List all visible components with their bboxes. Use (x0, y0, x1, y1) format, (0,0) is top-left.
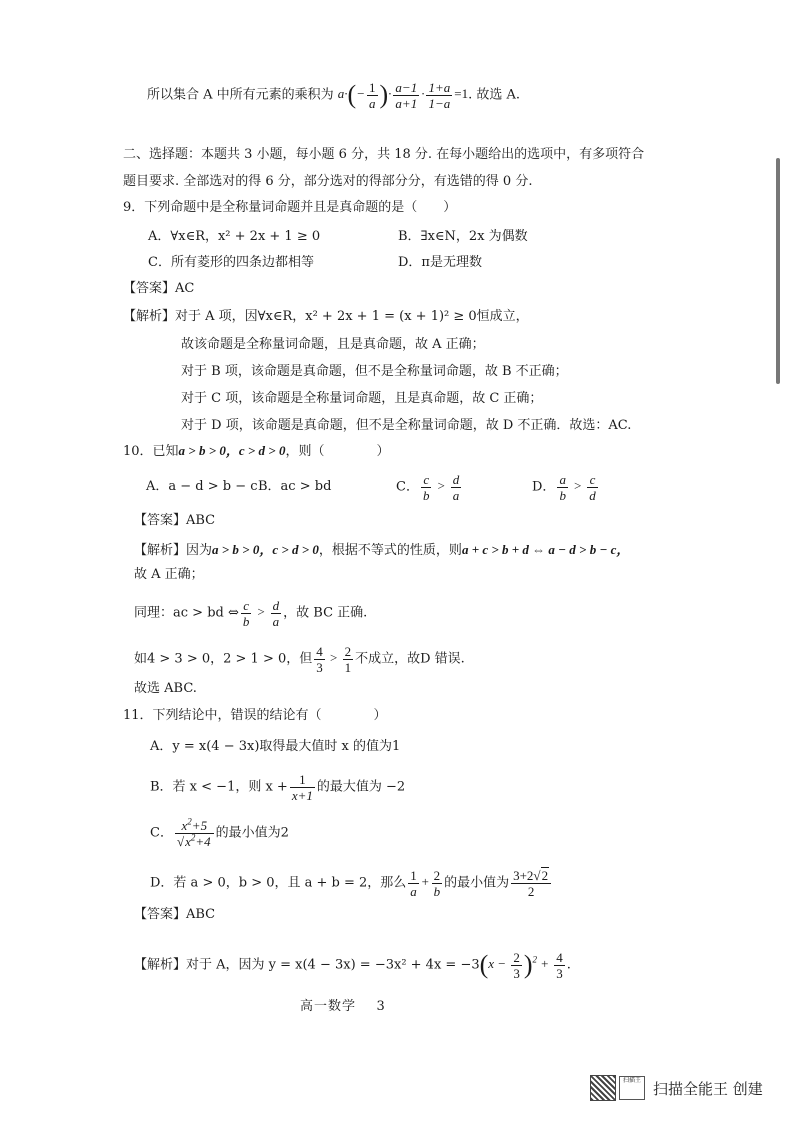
q10-an1-prefix: 【解析】因为 (134, 543, 213, 558)
q10-an1-mid: ，根据不等式的性质，则 (318, 543, 462, 558)
q10-analysis-3: 同理：ac > bd ⇔ $\frac{c}{b}$ > $\frac{d}{a}$ ，故 BC 正确. (134, 598, 368, 629)
product-expression: a·(− $\frac{1}{a}$ )· $\frac{a-1}{a+1}$ · $\frac{1+a}{1-a}$ =1 (337, 80, 469, 111)
q10-an1-condition: a > b > 0，c > d > 0 (212, 542, 319, 557)
scanner-watermark (590, 1075, 763, 1101)
q11-option-b-suffix: 的最大值为 −2 (316, 779, 406, 795)
q11-option-b: B．若 x < −1，则 x + $\frac{1}{x+1}$ 的最大值为 −2 (150, 772, 406, 803)
q10-an4-prefix: 如4 > 3 > 0，2 > 1 > 0，但 (134, 651, 313, 667)
q10-analysis-2: 故 A 正确； (134, 567, 204, 582)
q11-option-d: D．若 a > 0，b > 0，且 a + b = 2，那么 $\frac{1}{a}$ + $\frac{2}{b}$ 的最小值为 $\frac{3+2√2}{2}$ (150, 868, 553, 899)
q10-option-d: D． $\frac{a}{b}$ > $\frac{c}{d}$ (532, 472, 596, 503)
q9-answer: 【答案】AC (123, 281, 195, 296)
q10-analysis-1 (134, 540, 629, 561)
q11-option-c-label: C． (150, 825, 173, 841)
q10-stem-suffix: ，则（ ） (285, 444, 390, 459)
section2-line1: 二、选择题：本题共 3 小题，每小题 6 分，共 18 分. 在每小题给出的选项中，有多项符合 (123, 147, 645, 162)
q11-option-d-mid: 的最小值为 (444, 875, 510, 891)
q11-analysis-1: 【解析】对于 A，因为 y = x(4 − 3x) = −3x² + 4x = −3(x − $\frac{2}{3}$ )$^2$ + $\frac{4}{3}$ . (134, 950, 571, 981)
scanner-logo-icon (619, 1076, 645, 1100)
q10-option-b: B．ac > bd (258, 479, 332, 494)
watermark-text: 扫描全能王 创建 (653, 1079, 763, 1098)
q10-option-a: A．a − d > b − c (146, 479, 258, 494)
q11-option-c-suffix: 的最小值为2 (215, 825, 289, 841)
q11-analysis-prefix: 【解析】对于 A，因为 y = x(4 − 3x) = −3x² + 4x = −3 (134, 957, 480, 973)
q11-answer: 【答案】ABC (134, 907, 216, 922)
q11-option-b-prefix: B．若 x < −1，则 x + (150, 779, 288, 795)
q10-stem (123, 441, 389, 462)
q11-option-c: C． $\frac{x^2+5}{√x^2+4}$ 的最小值为2 (150, 816, 289, 849)
q9-analysis-1: 【解析】对于 A 项，因∀x∈R，x² + 2x + 1 = (x + 1)² ≥ 0恒成立， (123, 309, 529, 324)
q9-option-c: C．所有菱形的四条边都相等 (148, 255, 314, 270)
q10-option-d-label: D． (532, 479, 556, 495)
q11-analysis-suffix: . (566, 957, 571, 973)
intro-text: 所以集合 A 中所有元素的乘积为 (147, 87, 334, 103)
q10-stem-condition: a > b > 0，c > d > 0 (178, 443, 286, 458)
q9-option-a: A．∀x∈R，x² + 2x + 1 ≥ 0 (148, 229, 321, 244)
q9-analysis-2: 故该命题是全称量词命题，且是真命题，故 A 正确； (181, 337, 485, 352)
q9-option-b: B．∃x∈N，2x 为偶数 (398, 229, 528, 244)
q9-option-d: D．π是无理数 (398, 255, 482, 270)
q10-analysis-4: 如4 > 3 > 0，2 > 1 > 0，但 $\frac{4}{3}$ > $\frac{2}{1}$ 不成立，故D 错误. (134, 644, 465, 675)
q9-stem: 9．下列命题中是全称量词命题并且是真命题的是（ ） (123, 200, 457, 215)
q10-an1-tail: a + c > b + d ⇔ a − d > b − c， (461, 542, 630, 557)
q10-option-c-label: C． (396, 479, 419, 495)
q9-analysis-4: 对于 C 项，该命题是全称量词命题，且是真命题，故 C 正确； (181, 391, 543, 406)
q10-answer: 【答案】ABC (134, 513, 216, 528)
q10-an3-suffix: ，故 BC 正确. (283, 605, 368, 621)
q10-an4-suffix: 不成立，故D 错误. (355, 651, 465, 667)
footer-page-number: 3 (376, 999, 386, 1014)
q10-an3-prefix: 同理：ac > bd ⇔ (134, 605, 239, 621)
intro-suffix: . 故选 A. (468, 87, 520, 103)
page-footer (300, 995, 386, 1014)
intro-line (147, 80, 520, 111)
q10-option-c: C． $\frac{c}{b}$ > $\frac{d}{a}$ (396, 472, 460, 503)
footer-subject: 高一数学 (300, 999, 357, 1014)
section2-line2: 题目要求. 全部选对的得 6 分，部分选对的得部分分，有选错的得 0 分. (123, 174, 533, 189)
q11-option-a: A．y = x(4 − 3x)取得最大值时 x 的值为1 (150, 739, 401, 754)
q11-option-d-prefix: D．若 a > 0，b > 0，且 a + b = 2，那么 (150, 875, 407, 891)
q10-analysis-5: 故选 ABC. (134, 681, 197, 696)
vertical-scrollbar[interactable] (776, 158, 780, 384)
qr-code-icon (590, 1075, 616, 1101)
q10-stem-prefix: 10．已知 (123, 444, 179, 459)
q11-stem: 11．下列结论中，错误的结论有（ ） (123, 708, 387, 723)
q9-analysis-5: 对于 D 项，该命题是真命题，但不是全称量词命题，故 D 不正确．故选：AC. (181, 418, 632, 433)
scanner-logo-text: 扫描王 (622, 1077, 641, 1084)
q9-analysis-3: 对于 B 项，该命题是真命题，但不是全称量词命题，故 B 不正确； (181, 364, 568, 379)
